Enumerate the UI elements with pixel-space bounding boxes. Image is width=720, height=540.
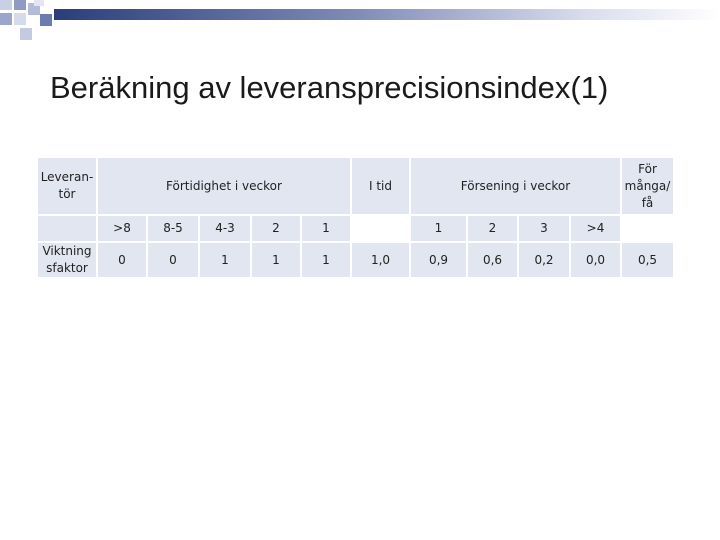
early-header: Förtidighet i veckor bbox=[98, 158, 350, 214]
weighting-label: Viktning sfaktor bbox=[38, 243, 96, 277]
weight-cell: 0 bbox=[148, 243, 198, 277]
week-cell: 8-5 bbox=[148, 216, 198, 241]
header-decoration bbox=[0, 0, 720, 60]
week-cell: 4-3 bbox=[200, 216, 250, 241]
weight-cell: 0,6 bbox=[468, 243, 517, 277]
week-cell: >4 bbox=[571, 216, 620, 241]
late-header: Försening i veckor bbox=[411, 158, 620, 214]
weeks-row bbox=[38, 216, 673, 241]
on-time-week-cell bbox=[352, 216, 409, 241]
weight-cell: 0,9 bbox=[411, 243, 466, 277]
weight-cell: 1 bbox=[200, 243, 250, 277]
weight-cell: 0 bbox=[98, 243, 146, 277]
supplier-header: Leveran- tör bbox=[38, 158, 96, 214]
weight-cell: 1 bbox=[252, 243, 300, 277]
weight-cell: 0,5 bbox=[622, 243, 673, 277]
week-cell: 3 bbox=[519, 216, 569, 241]
too-many-few-week-cell bbox=[622, 216, 673, 241]
weight-cell: 0,0 bbox=[571, 243, 620, 277]
header-row bbox=[38, 158, 673, 214]
slide-title: Beräkning av leveransprecisionsindex(1) bbox=[50, 70, 609, 105]
precision-index-table bbox=[36, 156, 675, 279]
weight-cell: 1,0 bbox=[352, 243, 409, 277]
week-cell: 1 bbox=[411, 216, 466, 241]
weighting-row bbox=[38, 243, 673, 277]
week-cell: >8 bbox=[98, 216, 146, 241]
week-cell: 1 bbox=[302, 216, 350, 241]
week-cell: 2 bbox=[468, 216, 517, 241]
week-cell: 2 bbox=[252, 216, 300, 241]
weight-cell: 0,2 bbox=[519, 243, 569, 277]
too-many-few-header: För många/ få bbox=[622, 158, 673, 214]
weight-cell: 1 bbox=[302, 243, 350, 277]
weeks-label-cell bbox=[38, 216, 96, 241]
on-time-header: I tid bbox=[352, 158, 409, 214]
